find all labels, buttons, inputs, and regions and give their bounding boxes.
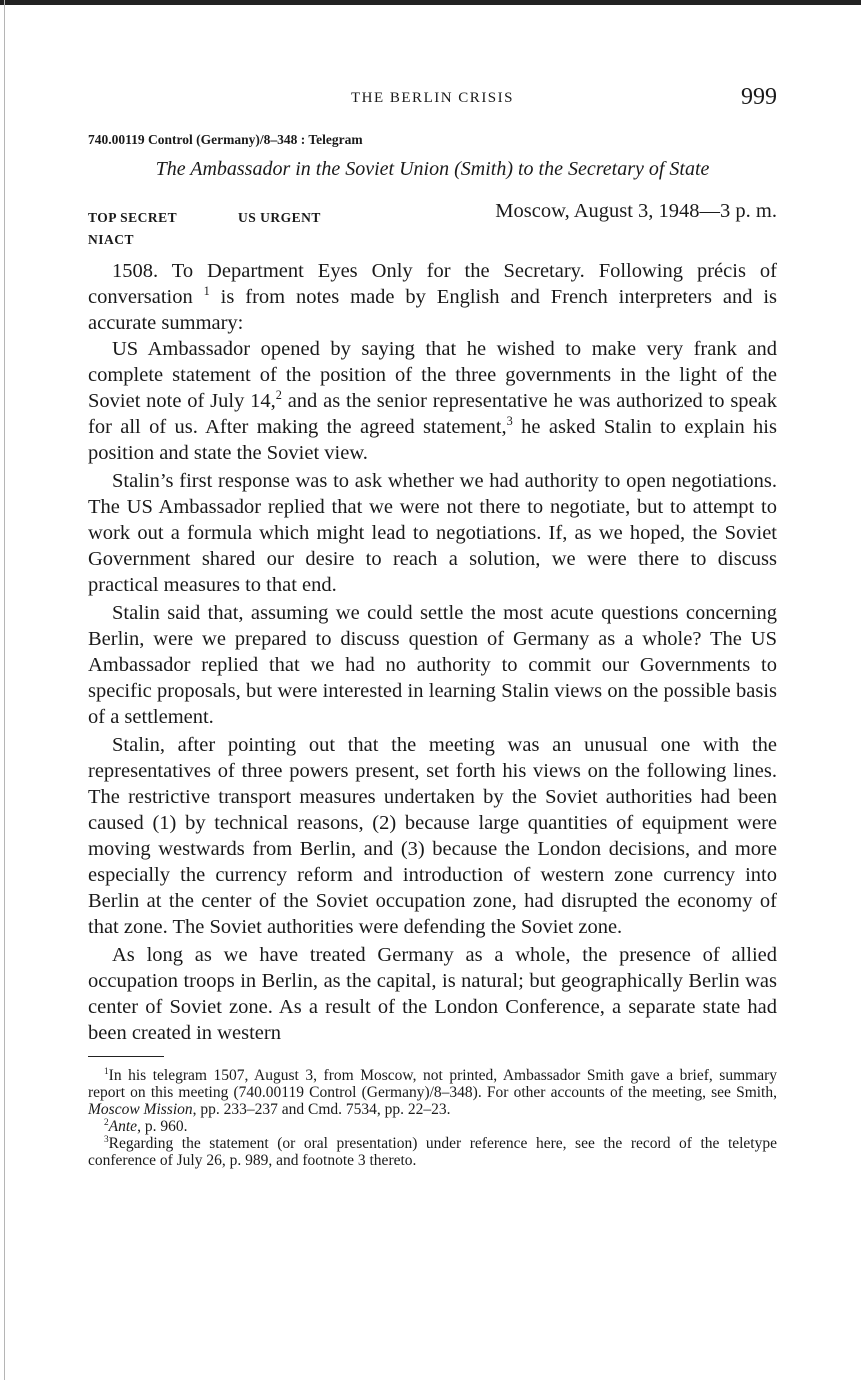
- document-page: [88, 82, 777, 1169]
- footnotes: [88, 1067, 777, 1169]
- file-reference: 740.00119 Control (Germany)/8–348 : Telegram: [88, 132, 363, 147]
- footnote-ref-1: 1: [203, 284, 210, 299]
- paragraph-2: US Ambassador opened by saying that he wished to make very frank and complete statement of the position of the three governments in the light of the Soviet note of July 14,$^2$ and as the senior representative he was authorized to speak for all of us. After making the agreed statement,$^3$ he asked Stalin to explain his position and state the Soviet view.: [88, 338, 777, 464]
- telegram-meta-row: [88, 200, 777, 230]
- running-title: THE BERLIN CRISIS: [350, 90, 514, 106]
- classification-label: TOP SECRET: [88, 210, 178, 225]
- page-number: 999: [741, 84, 777, 110]
- paragraph-5: Stalin, after pointing out that the meeting was an unusual one with the representatives of three powers present, set forth his views on the following lines. The restrictive transport measures undertaken by the Soviet authorities had been caused (1) by technical reasons, (2) because large quantities of equipment were moving westwards from Berlin, and (3) because the London decisions, and more especially the currency reform and introduction of western zone currency into Berlin at the center of the Soviet occupation zone, had disrupted the economy of that zone. The Soviet authorities were defending the Soviet zone.: [88, 734, 777, 938]
- page-left-edge: [4, 0, 5, 1380]
- footnote-2: $^2$Ante, p. 960.: [104, 1117, 188, 1135]
- footnote-ref-3: 3: [506, 414, 513, 429]
- footnote-1: $^1$In his telegram 1507, August 3, from Moscow, not printed, Ambassador Smith gave a brief, summary report on this meeting (740.00119 Control (Germany)/8–348). For other accounts of the meeting, see Smith, Moscow Mission, pp. 233–237 and Cmd. 7534, pp. 22–23.: [88, 1066, 777, 1118]
- dateline: Moscow, August 3, 1948—3 p. m.: [495, 200, 777, 222]
- footnote-3: $^3$Regarding the statement (or oral presentation) under reference here, see the record of the teletype conference of July 26, p. 989, and footnote 3 thereto.: [88, 1134, 777, 1169]
- footnote-divider: [88, 1056, 164, 1057]
- page-top-border: [0, 0, 861, 5]
- document-heading: The Ambassador in the Soviet Union (Smith) to the Secretary of State: [155, 158, 710, 180]
- footnote-ref-2: 2: [275, 388, 282, 403]
- running-header: [88, 82, 777, 116]
- paragraph-3: Stalin’s first response was to ask whether we had authority to open negotiations. The US Ambassador replied that we were not there to negotiate, but to attempt to work out a formula which might lead to negotiations. If, as we hoped, the Soviet Government shared our desire to reach a solution, we were there to discuss practical measures to that end.: [88, 470, 777, 596]
- distribution-label: NIACT: [88, 232, 135, 247]
- paragraph-4: Stalin said that, assuming we could settle the most acute questions concerning Berlin, were we prepared to discuss question of Germany as a whole? The US Ambassador replied that we had no authority to commit our Governments to specific proposals, but were interested in learning Stalin views on the possible basis of a settlement.: [88, 602, 777, 728]
- paragraph-6: As long as we have treated Germany as a whole, the presence of allied occupation troops in Berlin, as the capital, is natural; but geographically Berlin was center of Soviet zone. As a result of the London Conference, a separate state had been created in western: [88, 944, 777, 1044]
- urgency-label: US URGENT: [238, 210, 321, 225]
- telegram-body: [88, 258, 777, 1046]
- paragraph-1: 1508. To Department Eyes Only for the Secretary. Following précis of conversation $^1$ is from notes made by English and French interpreters and is accurate summary:: [88, 260, 778, 334]
